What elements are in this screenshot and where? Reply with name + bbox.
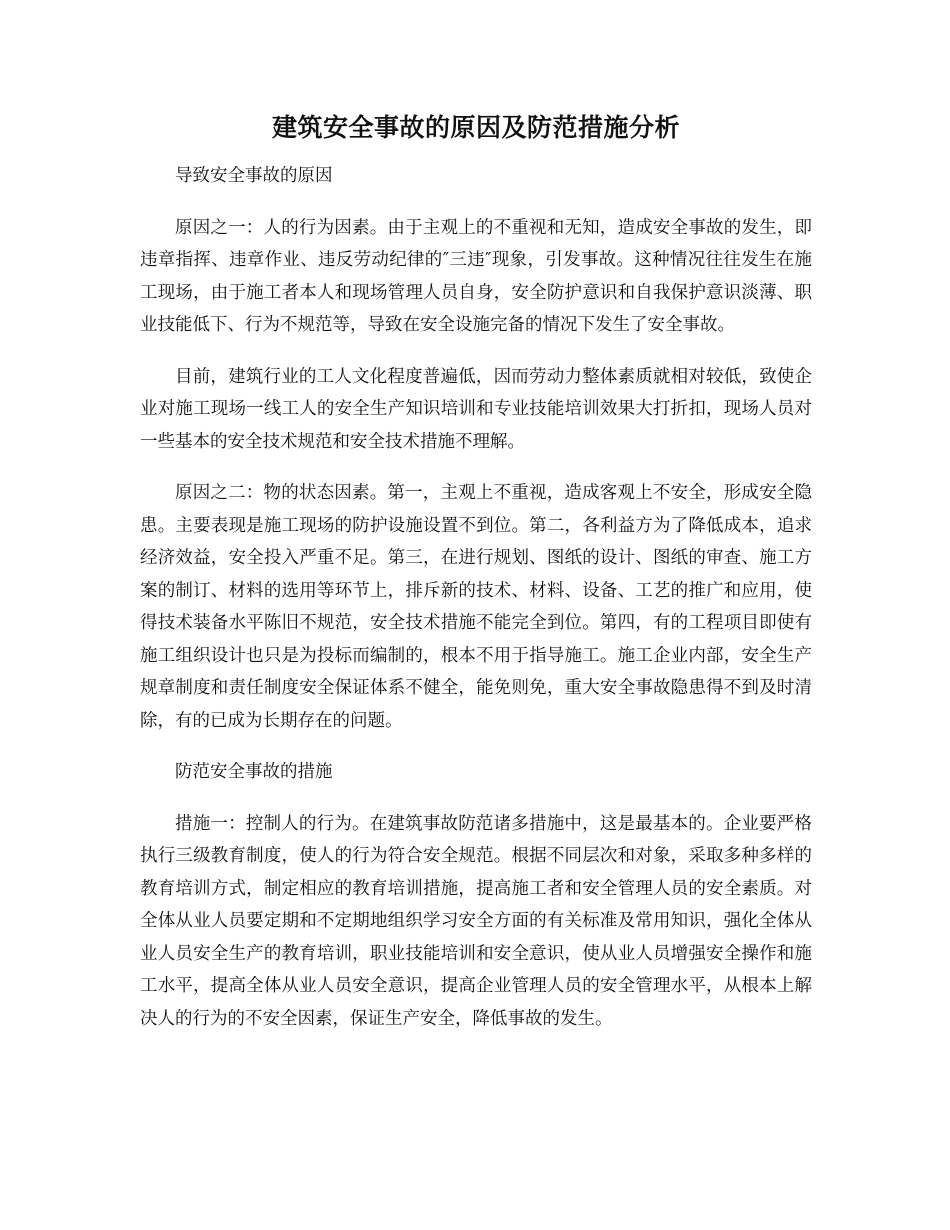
paragraph-measure-one: 措施一：控制人的行为。在建筑事故防范诸多措施中，这是最基本的。企业要严格执行三级教育制度，使人的行为符合安全规范。根据不同层次和对象，采取多种多样的教育培训方式，制定相应的教育培训措施，提高施工者和安全管理人员的安全素质。对全体从业人员要定期和不定期地组织学习安全方面的有关标准及常用知识，强化全体从业人员安全生产的教育培训，职业技能培训和安全意识，使从业人员增强安全操作和施工水平，提高全体从业人员安全意识，提高企业管理人员的安全管理水平，从根本上解决人的行为的不安全因素，保证生产安全，降低事故的发生。	[140, 813, 812, 1029]
section-heading-causes: 导致安全事故的原因	[175, 166, 333, 186]
section-heading-measures: 防范安全事故的措施	[175, 762, 333, 782]
paragraph-workforce-quality: 目前，建筑行业的工人文化程度普遍低，因而劳动力整体素质就相对较低，致使企业对施工现场一线工人的安全生产知识培训和专业技能培训效果大打折扣，现场人员对一些基本的安全技术规范和安全技术措施不理解。	[140, 366, 812, 452]
document-page	[140, 108, 812, 1054]
paragraph-cause-two: 原因之二：物的状态因素。第一，主观上不重视，造成客观上不安全，形成安全隐患。主要表现是施工现场的防护设施设置不到位。第二，各利益方为了降低成本，追求经济效益，安全投入严重不足。第三，在进行规划、图纸的设计、图纸的审查、施工方案的制订、材料的选用等环节上，排斥新的技术、材料、设备、工艺的推广和应用，使得技术装备水平陈旧不规范，安全技术措施不能完全到位。第四，有的工程项目即使有施工组织设计也只是为投标而编制的，根本不用于指导施工。施工企业内部，安全生产规章制度和责任制度安全保证体系不健全，能免则免，重大安全事故隐患得不到及时清除，有的已成为长期存在的问题。	[140, 483, 812, 731]
paragraph-cause-one: 原因之一：人的行为因素。由于主观上的不重视和无知，造成安全事故的发生，即违章指挥、违章作业、违反劳动纪律的″三违″现象，引发事故。这种情况往往发生在施工现场，由于施工者本人和现场管理人员自身，安全防护意识和自我保护意识淡薄、职业技能低下、行为不规范等，导致在安全设施完备的情况下发生了安全事故。	[140, 217, 812, 335]
document-title: 建筑安全事故的原因及防范措施分析	[271, 113, 680, 142]
